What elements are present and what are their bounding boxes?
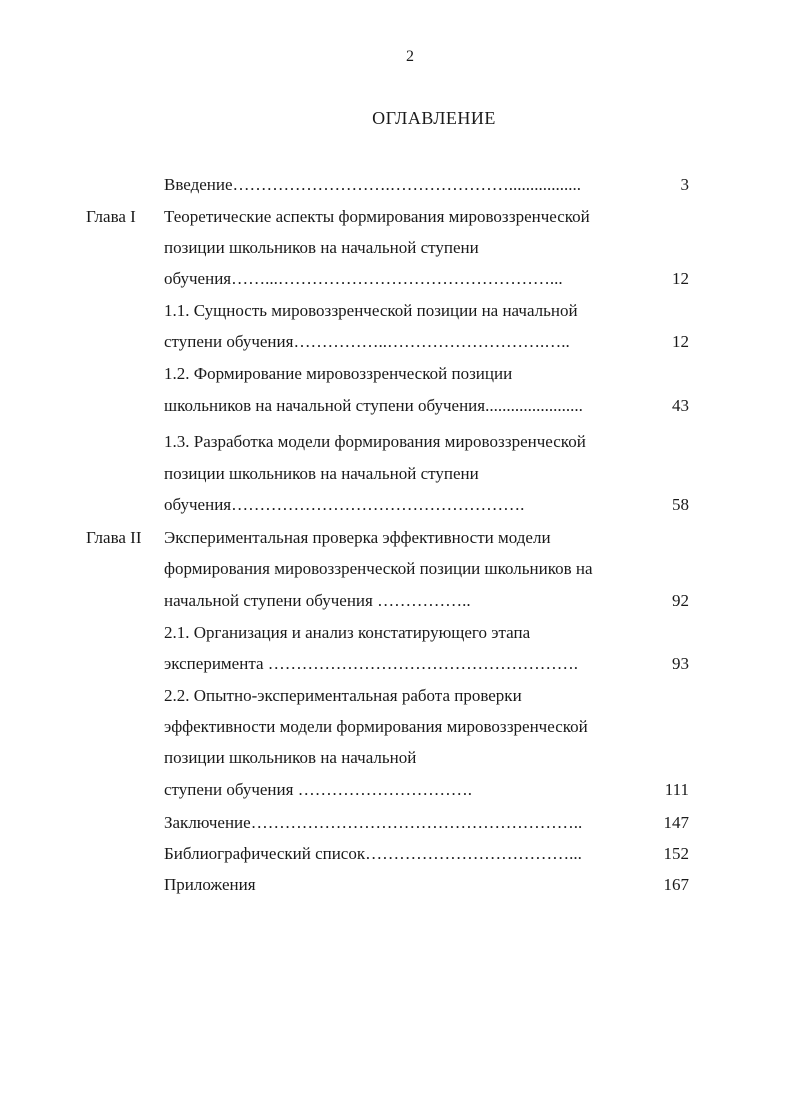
chapter-1-label: Глава I: [86, 207, 136, 226]
toc-s21-line1: 2.1. Организация и анализ констатирующего этапа: [164, 623, 531, 642]
toc-s22-line3: позиции школьников на начальной: [164, 748, 417, 767]
chapter-2-label: Глава II: [86, 528, 142, 547]
page-intro: 3: [680, 175, 689, 194]
toc-ch2-line1: Экспериментальная проверка эффективности модели: [164, 528, 551, 547]
page-ch2: 92: [672, 591, 689, 610]
page-number: 2: [406, 48, 414, 65]
toc-s11-line2: ступени обучения……………..……………………….…..: [164, 332, 570, 351]
toc-s13-line3: обучения…………………………………………….: [164, 495, 525, 514]
toc-ch1-line2: позиции школьников на начальной ступени: [164, 238, 479, 257]
page-s13: 58: [672, 495, 689, 514]
toc-s11-line1: 1.1. Сущность мировоззренческой позиции на начальной: [164, 301, 578, 320]
toc-s22-line1: 2.2. Опытно-экспериментальная работа проверки: [164, 686, 522, 705]
page-s22: 111: [664, 780, 689, 799]
page-bibliography: 152: [663, 844, 689, 863]
toc-appendix: Приложения: [164, 875, 256, 894]
toc-ch2-line2: формирования мировоззренческой позиции школьников на: [164, 559, 593, 578]
page-appendix: 167: [663, 875, 689, 894]
page-s21: 93: [672, 654, 689, 673]
toc-ch1-line1: Теоретические аспекты формирования мировоззренческой: [164, 207, 590, 226]
toc-title: ОГЛАВЛЕНИЕ: [372, 108, 496, 128]
toc-ch1-line3: обучения……...…………………………………………...: [164, 269, 563, 288]
toc-s12-line1: 1.2. Формирование мировоззренческой позиции: [164, 364, 513, 383]
toc-conclusion: Заключение…………………………………………………..: [164, 813, 583, 832]
toc-s13-line1: 1.3. Разработка модели формирования мировоззренческой: [164, 432, 586, 451]
toc-intro: Введение……………………….………………….................: [164, 175, 582, 194]
toc-s12-line2: школьников на начальной ступени обучения.......................: [164, 396, 583, 415]
toc-s22-line2: эффективности модели формирования мировоззренческой: [164, 717, 588, 736]
page-ch1: 12: [672, 269, 689, 288]
toc-ch2-line3: начальной ступени обучения ……………..: [164, 591, 471, 610]
toc-s13-line2: позиции школьников на начальной ступени: [164, 464, 479, 483]
page-s12: 43: [672, 396, 689, 415]
toc-s22-line4: ступени обучения ………………………….: [164, 780, 472, 799]
page-conclusion: 147: [663, 813, 689, 832]
page-s11: 12: [672, 332, 689, 351]
toc-s21-line2: эксперимента ……………………………………………….: [164, 654, 579, 673]
toc-bibliography: Библиографический список………………………………...: [164, 844, 582, 863]
